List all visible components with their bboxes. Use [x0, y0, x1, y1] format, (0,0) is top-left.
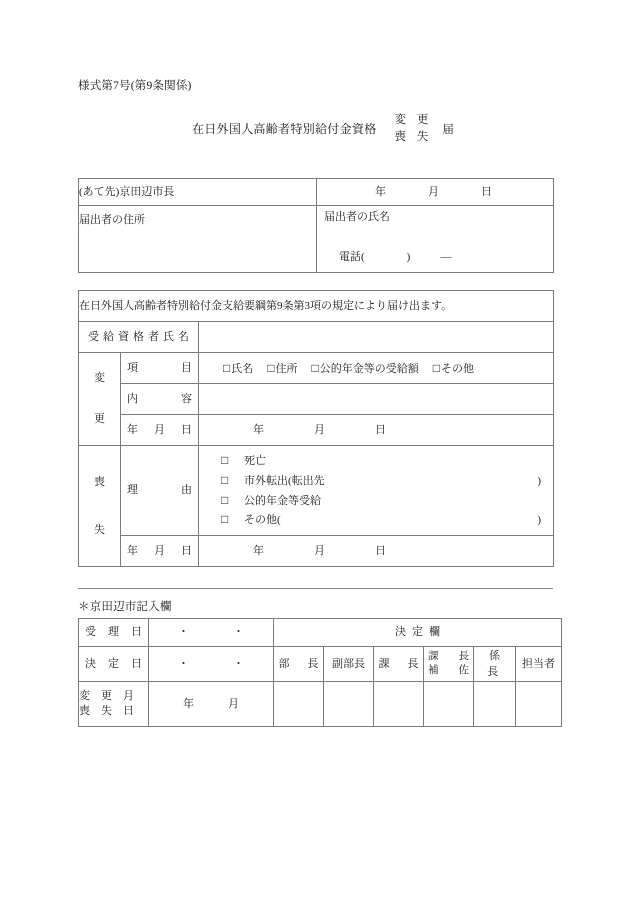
stamp-box-kacho[interactable]: [374, 682, 424, 727]
change-date-month: 月: [314, 423, 325, 436]
table-row: [79, 446, 554, 536]
item-char-2: 目: [181, 361, 192, 374]
change-month-label: 変 更 月: [79, 690, 134, 703]
reason-char-1: 理: [127, 484, 138, 497]
change-loss-date-value-cell[interactable]: [149, 682, 274, 727]
loss-reason-label-text: 公的年金等受給: [244, 494, 321, 507]
date-char-1: 年: [127, 423, 138, 436]
admin-date-year: 年: [183, 697, 194, 710]
loss-date-month: 月: [314, 545, 325, 557]
content-char-1: 内: [127, 392, 138, 405]
approver-header-kakaricho: [474, 647, 516, 682]
approver-label: 係 長: [487, 649, 518, 678]
decision-date-dot-1: ・: [178, 657, 189, 670]
approver-header-kachohosa: [424, 647, 474, 682]
stamp-box-kachohosa[interactable]: [424, 682, 474, 727]
decision-char-1: 決: [85, 657, 96, 670]
loss-section-label: [79, 446, 121, 567]
change-loss-date-label-cell: [79, 682, 149, 727]
change-date-label-cell: [121, 415, 199, 446]
admin-section-heading: ＊京田辺市記入欄: [78, 601, 172, 613]
loss-date-label: [121, 543, 198, 560]
table-row: [79, 647, 562, 682]
document-title-main: 在日外国人高齢者特別給付金資格: [192, 122, 377, 137]
approver-label-line2-b: 佐: [458, 665, 469, 676]
approver-label-line1-b: 長: [458, 651, 469, 663]
date-month-label: 月: [428, 185, 439, 198]
change-content-label-cell: [121, 384, 199, 415]
loss-day-label: 喪 失 日: [79, 705, 134, 717]
addressee-cell: (あて先)京田辺市長: [79, 179, 317, 206]
stamp-box-bucho[interactable]: [274, 682, 324, 727]
table-row: [79, 415, 554, 446]
change-option-address[interactable]: [267, 359, 297, 378]
phone-dash: ―: [440, 250, 452, 263]
municipal-use-table: [78, 618, 562, 727]
receipt-char-1: 受: [85, 626, 96, 639]
loss-date-value-cell[interactable]: [199, 536, 554, 567]
loss-reason-label-text: 市外転出(転出先: [244, 474, 325, 487]
decision-date-dot-2: ・: [233, 657, 244, 670]
approver-label: 部 長: [278, 657, 322, 670]
stamp-box-fukubucho[interactable]: [324, 682, 374, 727]
approver-header-kacho: [374, 647, 424, 682]
change-option-label: その他: [441, 362, 474, 375]
approver-label-line1-a: 課: [428, 651, 439, 663]
document-title-variants: [391, 112, 433, 145]
change-date-year: 年: [253, 423, 264, 436]
phone-close-paren: ): [406, 250, 411, 263]
change-item-label-cell: [121, 353, 199, 384]
date-day-label: 日: [481, 185, 492, 198]
receipt-char-3: 日: [131, 626, 142, 639]
date-char-2: 月: [154, 423, 165, 436]
section-divider: [78, 588, 553, 589]
checkbox-icon[interactable]: □: [221, 453, 229, 467]
loss-date-label-cell: [121, 536, 199, 567]
declaration-table: [78, 290, 554, 567]
loss-label-char-2: 失: [94, 524, 105, 537]
loss-reason-paren: ): [537, 514, 542, 527]
applicant-name-label: 届出者の氏名: [324, 211, 390, 223]
table-row: [79, 179, 554, 206]
loss-reason-other[interactable]: [199, 510, 553, 530]
table-row: [79, 682, 562, 727]
decision-char-3: 日: [131, 657, 142, 670]
checkbox-icon[interactable]: □: [432, 360, 440, 375]
loss-label-char-1: 喪: [94, 476, 105, 489]
date-year-label: 年: [375, 185, 386, 198]
loss-date-day: 日: [375, 545, 386, 557]
change-option-name[interactable]: [223, 359, 253, 378]
loss-reason-label-text: その他(: [244, 514, 281, 527]
table-row: [79, 291, 554, 322]
approver-label: 担当者: [522, 657, 556, 670]
recipient-name-value[interactable]: [199, 322, 554, 353]
change-option-label: 氏名: [231, 362, 254, 375]
change-section-label: [79, 353, 121, 446]
table-row: [79, 384, 554, 415]
decision-date-value-cell[interactable]: [149, 647, 274, 682]
approver-label: 課 長: [378, 657, 422, 670]
approver-label: 副部長: [332, 657, 365, 670]
approver-header-fukubucho: [324, 647, 374, 682]
checkbox-icon[interactable]: □: [221, 472, 229, 487]
receipt-date-dot-2: ・: [233, 626, 244, 639]
admin-date-month: 月: [228, 697, 239, 710]
checkbox-icon[interactable]: □: [267, 360, 275, 375]
receipt-date-value-cell[interactable]: [149, 619, 274, 647]
change-date-label: [121, 422, 198, 439]
phone-label: 電話(: [339, 250, 365, 263]
phone-field[interactable]: [317, 249, 451, 266]
decision-date-label-cell: [79, 647, 149, 682]
receipt-date-label: [79, 624, 148, 641]
receipt-char-2: 理: [108, 626, 119, 639]
stamp-box-tantosha[interactable]: [516, 682, 562, 727]
date-char-1: 年: [127, 545, 138, 557]
change-content-value[interactable]: [199, 384, 554, 415]
approver-header-tantosha: [516, 647, 562, 682]
change-item-label: [121, 360, 198, 377]
table-row: [79, 206, 554, 273]
checkbox-icon[interactable]: □: [311, 360, 319, 375]
table-row: [79, 536, 554, 567]
receipt-date-dot-1: ・: [178, 626, 189, 639]
decision-date-label: [79, 656, 148, 673]
recipient-name-label-cell: [79, 322, 199, 353]
loss-reason-pension[interactable]: [199, 491, 553, 511]
loss-reason-options-cell[interactable]: [199, 446, 554, 536]
loss-reason-list: [199, 446, 553, 535]
table-row: [79, 353, 554, 384]
form-number: 様式第7号(第9条関係): [78, 80, 192, 92]
change-label-char-1: 変: [94, 372, 105, 385]
change-option-other[interactable]: [433, 359, 474, 378]
change-date-day: 日: [375, 423, 386, 436]
approver-label-line2-a: 補: [428, 665, 439, 676]
decision-box-title: 決定欄: [395, 626, 447, 639]
title-variant-loss: 喪 失: [394, 130, 433, 143]
change-option-label: 公的年金等の受給額: [319, 362, 419, 375]
title-variant-change: 変 更: [394, 114, 433, 126]
table-row: [79, 322, 554, 353]
applicant-table: [78, 178, 554, 273]
loss-reason-label-text: 死亡: [244, 455, 266, 467]
change-option-label: 住所: [275, 362, 298, 375]
recipient-name-label: 受 給 資 格 者 氏 名: [88, 330, 189, 343]
change-content-label: [121, 391, 198, 408]
checkbox-icon[interactable]: □: [221, 492, 229, 507]
applicant-address-cell[interactable]: 届出者の住所: [79, 206, 317, 273]
document-title: [192, 112, 454, 145]
checkbox-icon[interactable]: □: [221, 512, 229, 527]
loss-reason-moved-out[interactable]: [199, 471, 553, 491]
decision-char-2: 定: [108, 657, 119, 670]
change-option-pension-amount[interactable]: [312, 359, 419, 378]
loss-reason-paren: ): [537, 474, 542, 487]
change-label-char-2: 更: [94, 413, 105, 426]
item-char-1: 項: [127, 361, 138, 374]
date-char-3: 日: [181, 423, 192, 436]
submission-date-cell[interactable]: [317, 179, 554, 206]
date-char-3: 日: [181, 545, 192, 557]
receipt-date-label-cell: [79, 619, 149, 647]
approver-header-bucho: [274, 647, 324, 682]
change-date-value-cell[interactable]: [199, 415, 554, 446]
declaration-statement: 在日外国人高齢者特別給付金支給要綱第9条第3項の規定により届け出ます。: [79, 291, 554, 322]
loss-reason-label: [121, 482, 198, 499]
change-options-list: [199, 359, 553, 378]
loss-date-year: 年: [253, 545, 264, 557]
change-item-options-cell[interactable]: [199, 353, 554, 384]
stamp-box-kakaricho[interactable]: [474, 682, 516, 727]
loss-reason-label-cell: [121, 446, 199, 536]
decision-box-title-cell: [274, 619, 562, 647]
reason-char-2: 由: [181, 484, 192, 497]
checkbox-icon[interactable]: □: [223, 360, 231, 375]
loss-reason-death[interactable]: [199, 451, 553, 471]
date-char-2: 月: [154, 545, 165, 557]
table-row: [79, 619, 562, 647]
document-title-suffix: 届: [442, 123, 454, 136]
content-char-2: 容: [181, 392, 192, 405]
applicant-name-cell[interactable]: [317, 206, 554, 273]
